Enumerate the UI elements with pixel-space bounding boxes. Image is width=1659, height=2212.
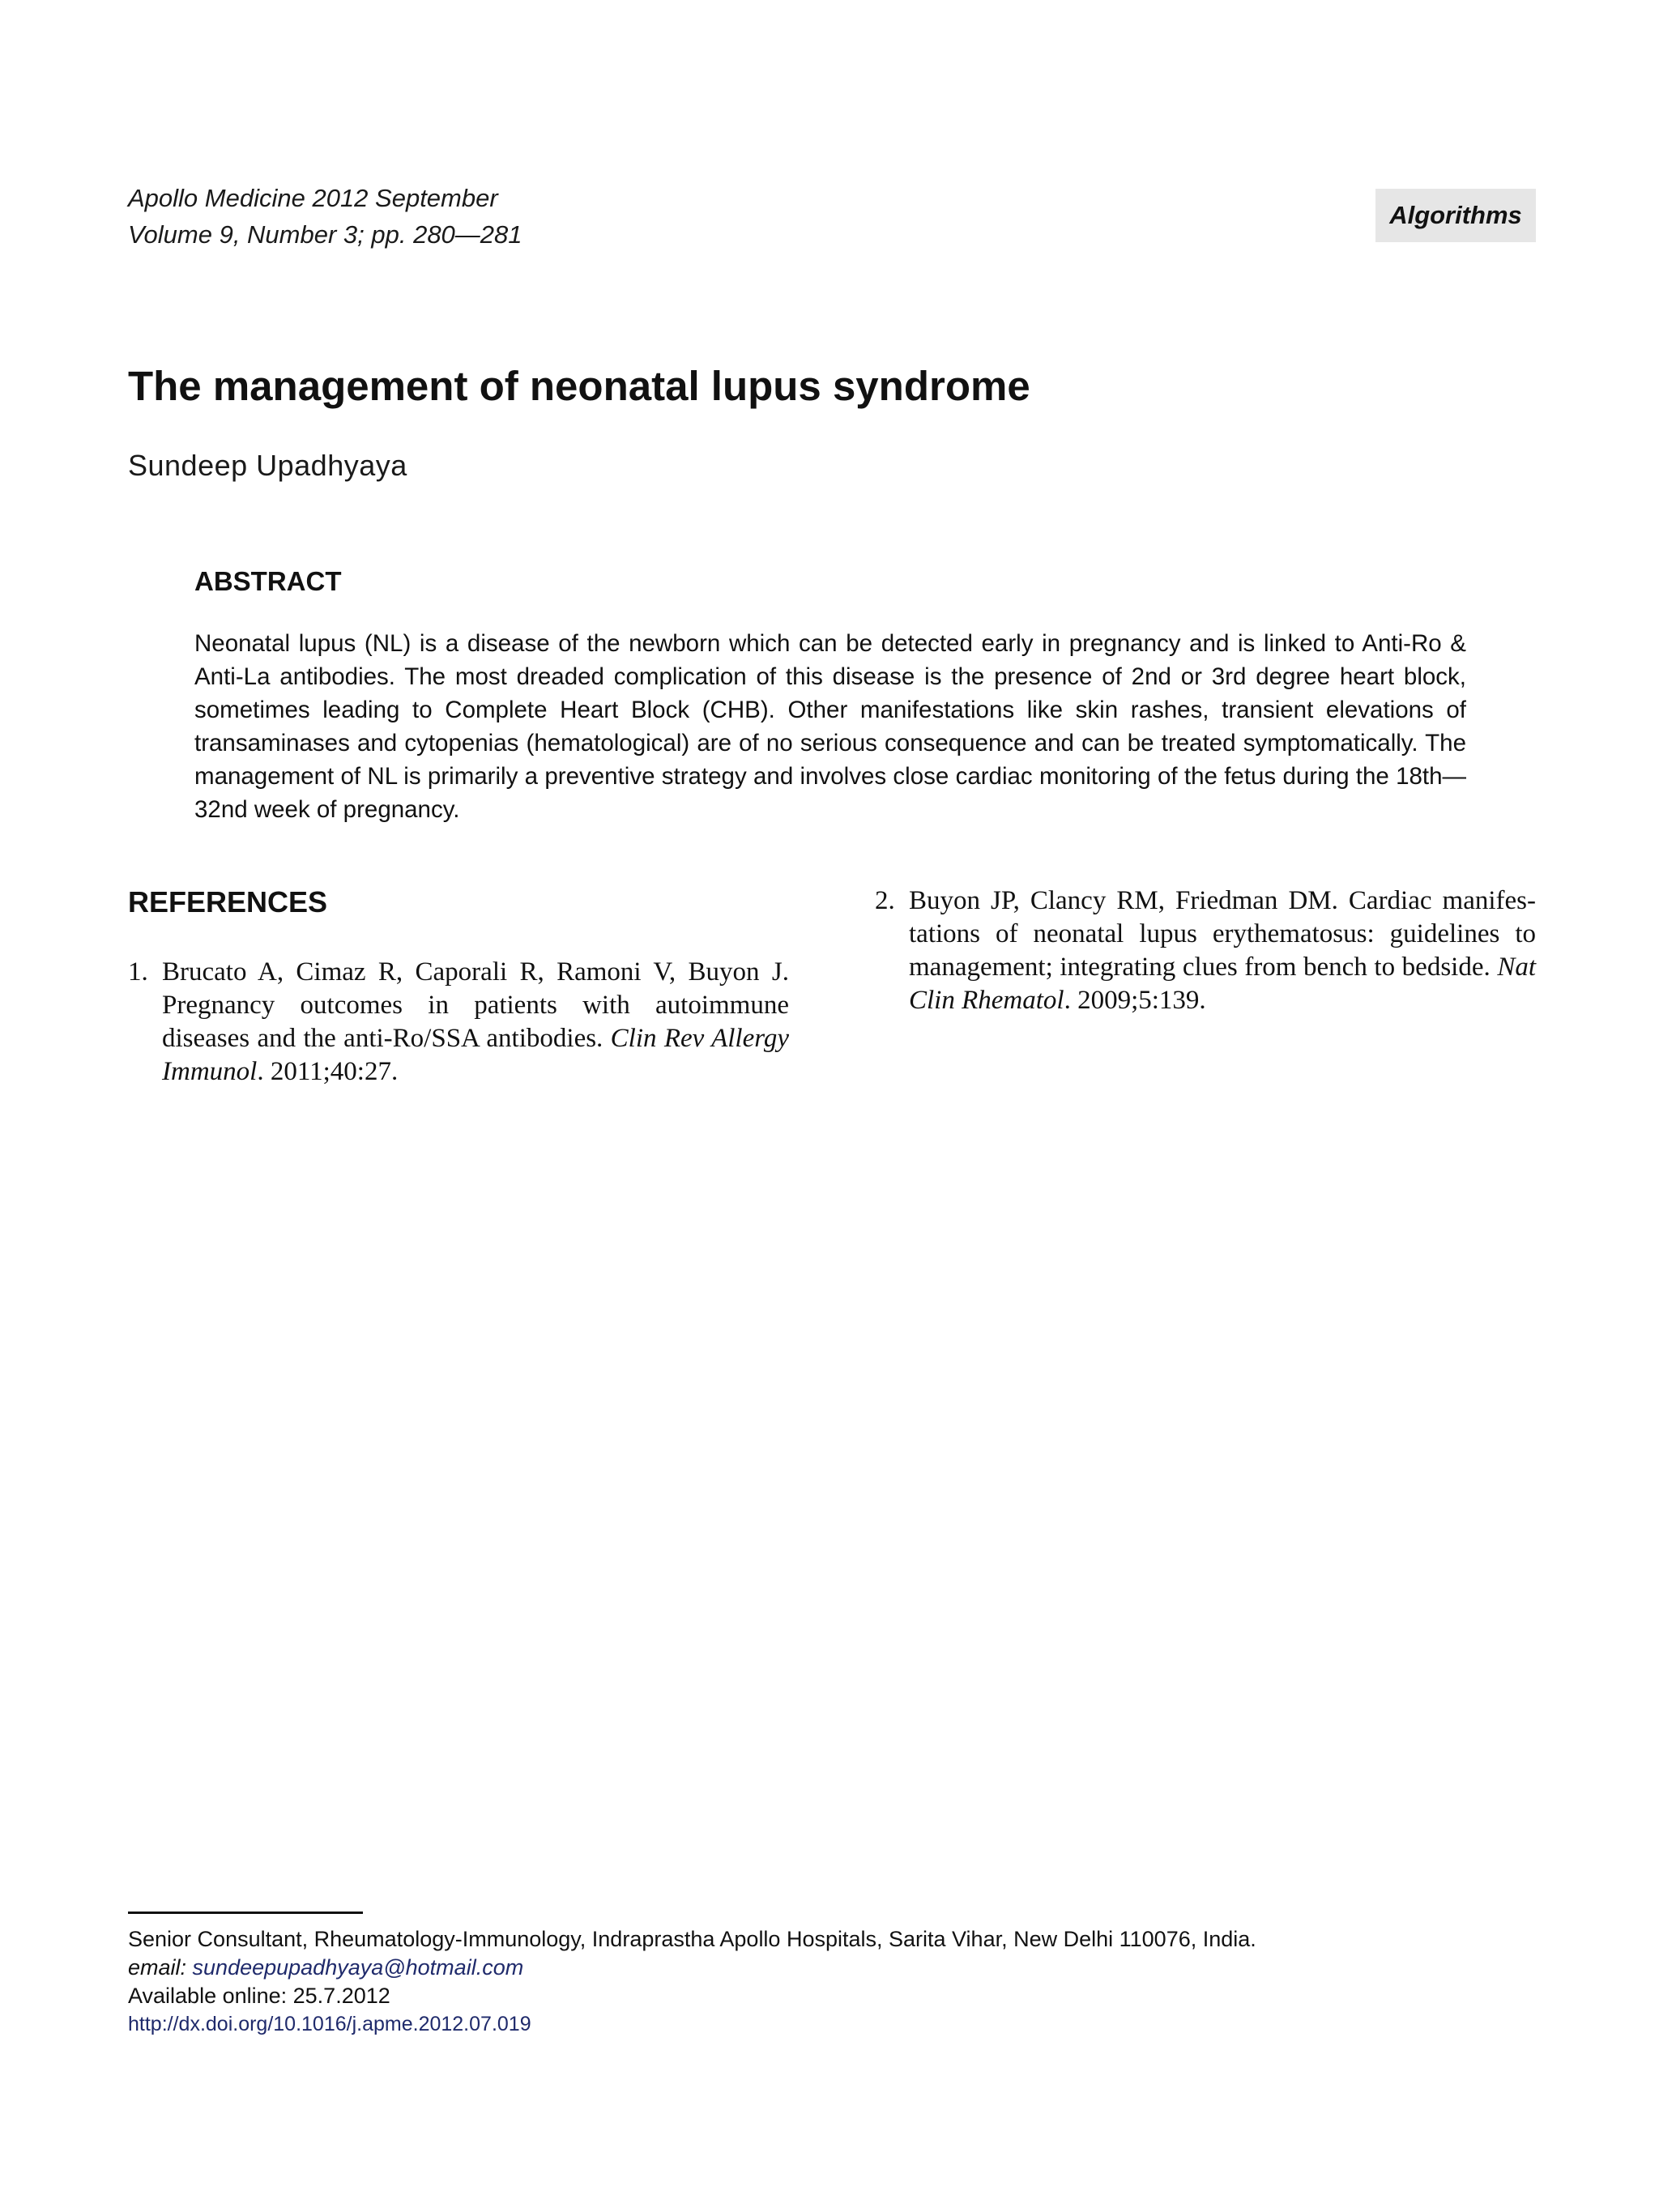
reference-journal: Clin Rev Allergy Immunol	[162, 1024, 790, 1086]
email-label: email:	[128, 1955, 193, 1980]
reference-item	[875, 884, 1536, 1017]
article-title: The management of neonatal lupus syndrome	[128, 363, 1030, 409]
footnote-divider	[128, 1912, 363, 1914]
reference-journal: Nat Clin Rhematol	[909, 953, 1536, 1015]
abstract-heading: ABSTRACT	[194, 566, 342, 596]
journal-name-date: Apollo Medicine 2012 September	[128, 184, 498, 212]
reference-authors-title: Brucato A, Cimaz R, Caporali R, Ramoni V, Buyon J. Pregnancy outcomes in patients with autoimmune diseases and the anti-Ro/SSA antibodies.	[162, 957, 789, 1053]
reference-authors-title: Buyon JP, Clancy RM, Friedman DM. Cardiac manifes-tations of neonatal lupus erythematosus: guidelines to management; integrating clues from bench to bedside.	[909, 886, 1536, 982]
email-line	[128, 1954, 1256, 1982]
reference-citation: . 2009;5:139.	[1064, 986, 1206, 1015]
abstract-text: Neonatal lupus (NL) is a disease of the newborn which can be detected early in pregnancy and is linked to Anti-Ro & Anti-La antibodies. The most dreaded complication of this disease is the presence of 2nd or 3rd degree heart block, sometimes leading to Complete Heart Block (CHB). Other manifestations like skin rashes, transient elevations of transaminases and cytopenias (hematological) are of no serious consequence and can be treated symptomatically. The management of NL is primarily a preventive strategy and involves close cardiac monitoring of the fetus during the 18th—32nd week of pregnancy.	[194, 630, 1466, 823]
reference-citation: . 2011;40:27.	[257, 1057, 399, 1086]
journal-volume-pages: Volume 9, Number 3; pp. 280—281	[128, 220, 522, 249]
available-online-date: Available online: 25.7.2012	[128, 1984, 390, 2008]
references-heading: REFERENCES	[128, 885, 328, 918]
reference-item	[128, 956, 789, 1089]
section-badge: Algorithms	[1375, 189, 1536, 242]
doi-link[interactable]: http://dx.doi.org/10.1016/j.apme.2012.07.019	[128, 2013, 531, 2035]
footnote	[128, 1925, 1256, 2039]
author-affiliation: Senior Consultant, Rheumatology-Immunology, Indraprastha Apollo Hospitals, Sarita Vihar, New Delhi 110076, India.	[128, 1927, 1256, 1951]
reference-body	[909, 884, 1536, 1017]
email-link[interactable]: sundeepupadhyaya@hotmail.com	[192, 1955, 524, 1980]
journal-info	[128, 180, 522, 253]
author-name: Sundeep Upadhyaya	[128, 449, 407, 482]
reference-number: 2.	[875, 886, 895, 915]
reference-number: 1.	[128, 957, 148, 987]
reference-body	[162, 956, 789, 1089]
